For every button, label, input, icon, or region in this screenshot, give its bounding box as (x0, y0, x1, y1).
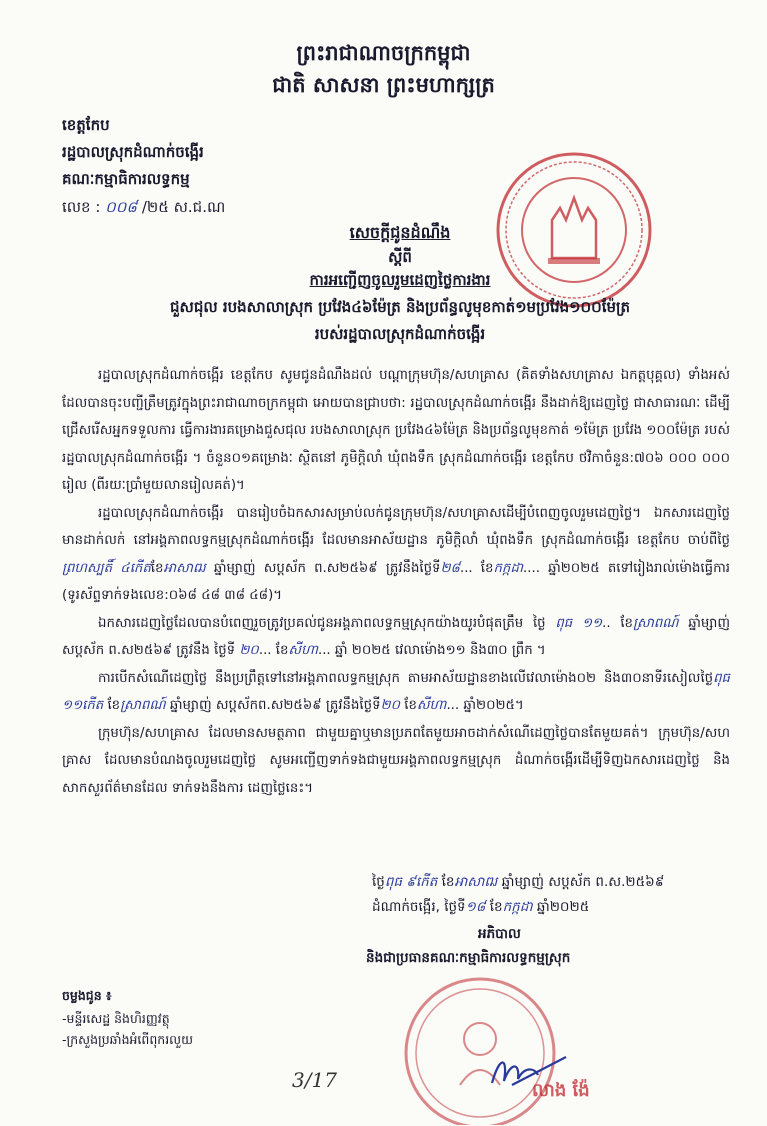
handwritten-month: ស្រាពណ៍ (632, 615, 679, 631)
handwritten-date: ព្រហស្បតិ៍ ៤កើត (62, 560, 151, 576)
reference-suffix: /២៥ ស.ជ.ណ (141, 198, 226, 216)
district-administration: រដ្ឋបាលស្រុកដំណាក់ចង្អើរ (62, 143, 204, 161)
lunar-date-line: ថ្ងៃពុធ ៩កើត ខែអាសាឍ ឆ្នាំម្សាញ់ សប្តស័ក ព.ស.២៥៦៩ (372, 874, 665, 890)
handwritten-day: ២៨ (440, 560, 460, 576)
paragraph-announcement: រដ្ឋបាលស្រុកដំណាក់ចង្អើរ ខេត្តកែប សូមជូនដំណឹងដល់ បណ្តាក្រុមហ៊ុន/សហគ្រាស (គិតទាំងសហគ្រាស ឯកត្តបុគ្គល) ទាំងអស់ ដែលបានចុះបញ្ជីត្រឹមត្រូវក្នុងព្រះរាជាណាចក្រកម្ពុជា អោយបានជ្រាបថា: រដ្ឋបាលស្រុកដំណាក់ចង្អើរ នឹងដាក់ឱ្យដេញថ្លៃ ជាសាធារណៈ ដើម្បីជ្រើសរើសអ្នកទទួលការ ធ្វើការងារគម្រោងជួសជុល របងសាលាស្រុក ប្រវែង៤៦ម៉ែត្រ និងប្រព័ន្ធលូមុខកាត់ ១ម៉ែត្រ ប្រវែង ១០០ម៉ែត្រ របស់រដ្ឋបាលស្រុកដំណាក់ចង្អើរ ។ ចំនួន០១គម្រោងៈ ស្ថិតនៅ ភូមិក្ដិលាំ ឃុំពងទឹក ស្រុកដំណាក់ចង្អើរ ខេត្តកែប ថវិកាចំនួន:៧០៦ ០០០ ០០០ រៀល (ពីរយៈប្រាំមួយលានរៀលគត់)។ (62, 368, 730, 493)
notice-title: សេចក្តីជូនដំណឹង (349, 223, 451, 242)
notice-subject-line2: ជួសជុល របងសាលាស្រុក ប្រវែង៤៦ម៉ែត្រ និងប្រព័ន្ធលូមុខកាត់១មប្រវែង១០០ម៉ែត្រ (170, 298, 630, 316)
notice-subject-line1: ការអញ្ជើញចូលរួមដេញថ្លៃការងារ (309, 271, 491, 289)
page-mark: 3/17 (292, 1068, 337, 1092)
handwritten-day: ២០ (239, 643, 259, 658)
signatory-role-governor: អភិបាល (478, 926, 521, 942)
paragraph-document-sale: រដ្ឋបាលស្រុកដំណាក់ចង្អើរ បានរៀបចំឯកសារសម្រាប់លក់ជូនក្រុមហ៊ុន/សហគ្រាសដើម្បីបំពេញចូលរួមដេញថ្លៃ។ ឯកសារដេញថ្លៃមានដាក់លក់ នៅអង្គភាពលទ្ធកម្មស្រុកដំណាក់ចង្អើរ ដែលមានអាស័យដ្ឋាន ភូមិក្ដិលាំ ឃុំពងទឹក ស្រុកដំណាក់ចង្អើរ ខេត្តកែប ចាប់ពីថ្ងៃព្រហស្បតិ៍ ៤កើតខែអាសាឍ ឆ្នាំម្សាញ់ សប្តស័ក ព.ស២៥៦៩ ត្រូវនឹងថ្ងៃទី២៨... ខែកក្កដា.... ឆ្នាំ២០២៥ តទៅរៀងរាល់ម៉ោងធ្វើការ (ទូរស័ព្ទទាក់ទងលេខ:០៦៨ ៤៨ ៣៨ ៤៨)។ (62, 505, 730, 603)
handwritten-month: សីហា (288, 643, 318, 658)
kingdom-title: ព្រះរាជាណាចក្រកម្ពុជា (296, 41, 471, 65)
paragraph-eligibility: ក្រុមហ៊ុន/សហគ្រាស ដែលមានសមត្ថភាព ជាមួយគ្នាឬមានប្រភពតែមួយអាចដាក់សំណើដេញថ្លៃបានតែមួយគត់។ ក្រុមហ៊ុន/សហគ្រាស ដែលមានបំណងចូលរួមដេញថ្លៃ សូមអញ្ជើញទាក់ទងជាមួយអង្គភាពលទ្ធកម្មស្រុក ដំណាក់ចង្អើរដើម្បីទិញឯកសារដេញថ្លៃ និងសាកសួរព័ត៌មានដែល ទាក់ទងនឹងការ ដេញថ្លៃនេះ។ (62, 725, 730, 796)
paragraph-submission-deadline: ឯកសារដេញថ្លៃដែលបានបំពេញរួចត្រូវប្រគល់ជូនអង្គភាពលទ្ធកម្មស្រុកយ៉ាងយូរបំផុតត្រឹម ថ្ងៃ ពុធ ១១.. ខែស្រាពណ៍ ឆ្នាំម្សាញ់ សប្តស័ក ព.ស២៥៦៩ ត្រូវនឹង ថ្ងៃទី ២០... ខែសីហា... ឆ្នាំ ២០២៥ វេលាម៉ោង១១ និង៣០ ព្រឹក ។ (62, 615, 730, 658)
procurement-committee: គណៈកម្មាធិការលទ្ធកម្ម (62, 170, 190, 188)
reference-label: លេខ : (62, 198, 101, 216)
copy-to-item: -មន្ទីរសេដ្ឋ និងហិរញ្ញវត្ថុ (62, 1011, 170, 1026)
copy-to-label: ចម្លងជូន ៖ (62, 988, 112, 1003)
province-name: ខេត្តកែប (62, 116, 110, 134)
notice-subject-line3: របស់រដ្ឋបាលស្រុកដំណាក់ចង្អើរ (314, 325, 486, 343)
solar-date-line: ដំណាក់ចង្អើរ, ថ្ងៃទី១៨ ខែកក្កដា ឆ្នាំ២០២៥ (372, 899, 590, 915)
copy-to-item: -ក្រសួងប្រឆាំងអំពើពុករលួយ (62, 1032, 193, 1047)
handwritten-month: សីហា (416, 698, 447, 713)
handwritten-date: ពុធ ១១កើត (62, 670, 730, 713)
national-motto: ជាតិ សាសនា ព្រះមហាក្សត្រ (272, 73, 495, 97)
reference-number (62, 198, 225, 220)
handwritten-month: ស្រាពណ៍ (120, 698, 166, 713)
signatory-name: លាង ង៉ែ (532, 1080, 590, 1101)
reference-handwritten: ០០៨ (105, 198, 138, 216)
notice-body (62, 362, 730, 802)
paragraph-bid-opening: ការបើកសំណើដេញថ្លៃ នឹងប្រព្រឹត្តទៅនៅអង្គភាពលទ្ធកម្មស្រុក តាមអាស័យដ្ឋានខាងលើវេលាម៉ោង០២ និង៣០នាទីរសៀលថ្ងៃពុធ ១១កើត ខែស្រាពណ៍ ឆ្នាំម្សាញ់ សប្តស័កព.ស២៥៦៩ ត្រូវនឹងថ្ងៃទី២០ ខែសីហា... ឆ្នាំ២០២៥។ (62, 670, 730, 713)
handwritten-date: ពុធ ១១ (555, 615, 603, 631)
signatory-role-chair: និងជាប្រធានគណៈកម្មាធិការលទ្ធកម្មស្រុក (366, 950, 571, 966)
notice-about: ស្តីពី (388, 248, 412, 266)
handwritten-month: កក្កដា (493, 560, 524, 576)
handwritten-day: ២០ (380, 698, 400, 713)
handwritten-month: អាសាឍ (163, 560, 206, 576)
